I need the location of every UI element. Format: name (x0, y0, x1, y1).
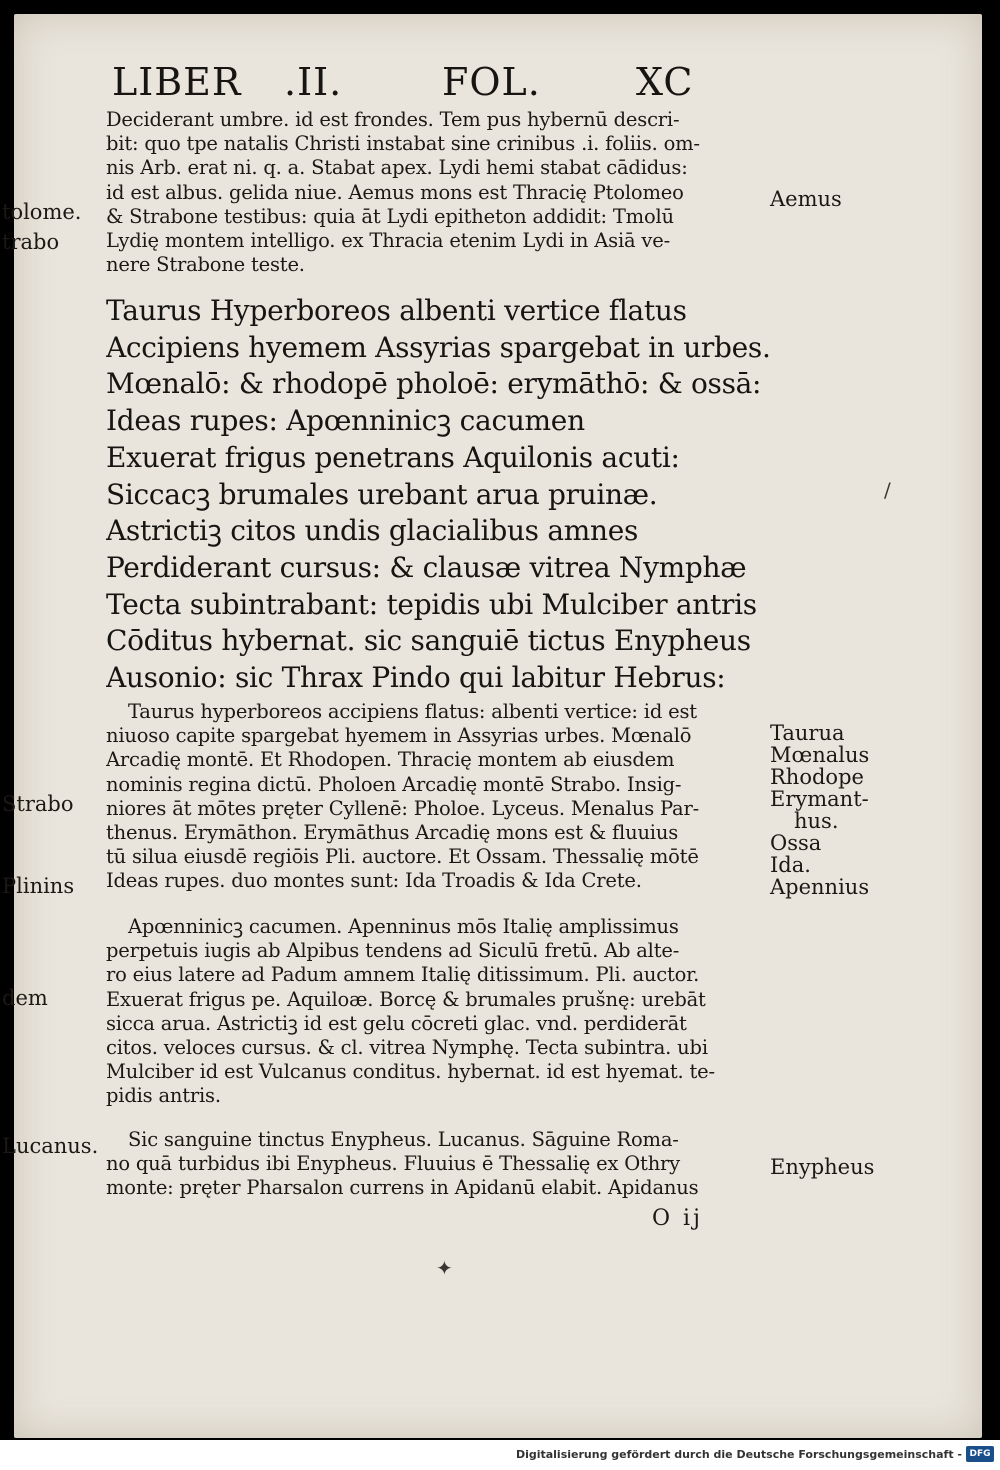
digitization-footer (0, 1440, 1000, 1470)
verse-line: Mœnalō: & rhodopē pholoē: erymāthō: & ossā: (106, 367, 762, 401)
commentary-line: Sic sanguine tinctus Enypheus. Lucanus. Sāguine Roma- (128, 1128, 679, 1151)
commentary-line: nere Strabone teste. (106, 253, 305, 277)
margin-note-item: Ossa (770, 831, 822, 855)
margin-note-item: Mœnalus (770, 743, 870, 767)
commentary-block-middle (106, 700, 766, 894)
margin-note-item: Taurua (770, 721, 845, 745)
margin-note-ptolomeo: tolome. (2, 200, 82, 224)
running-head-fol: FOL. (442, 60, 541, 104)
commentary-line: no quā turbidus ibi Enypheus. Fluuius ē Thessalię ex Othry (106, 1152, 680, 1176)
commentary-line: niuoso capite spargebat hyemem in Assyrias urbes. Mœnalō (106, 724, 692, 748)
verse-line: Perdiderant cursus: & clausæ vitrea Nymphæ (106, 550, 747, 584)
commentary-block-lower (106, 915, 766, 1109)
margin-note-idem: dem (2, 986, 48, 1010)
commentary-line: bit: quo tpe natalis Christi instabat sine crinibus .i. foliis. om- (106, 132, 700, 156)
commentary-line: Mulciber id est Vulcanus conditus. hybernat. id est hyemat. te- (106, 1060, 715, 1084)
margin-note-item: Erymant- (770, 787, 869, 811)
margin-note-plinius: Plinins (2, 874, 75, 898)
margin-note-item: Apennius (770, 875, 870, 899)
commentary-line: ro eius latere ad Padum amnem Italię ditissimum. Pli. auctor. (106, 963, 700, 987)
commentary-line: sicca arua. Astrictiꝫ id est gelu cōcreti glac. vnd. perdiderāt (106, 1011, 687, 1035)
margin-note-strabo: trabo (2, 230, 60, 254)
commentary-line: nominis regina dictū. Pholoen Arcadię montē Strabo. Insig- (106, 772, 682, 796)
commentary-line: citos. veloces cursus. & cl. vitrea Nymphę. Tecta subintra. ubi (106, 1036, 708, 1060)
commentary-line: thenus. Erymāthon. Erymāthus Arcadię mons est & fluuius (106, 821, 679, 845)
ink-speck: / (884, 478, 891, 502)
running-head-liber: LIBER (112, 60, 242, 104)
margin-note-item: Ida. (770, 853, 811, 877)
margin-note-list (770, 722, 890, 898)
running-head (112, 60, 712, 108)
commentary-line: Exuerat frigus pe. Aquiloæ. Borcę & brumales prušnę: urebāt (106, 987, 706, 1011)
running-head-folio-number: XC (636, 60, 694, 104)
margin-note-item: Rhodope (770, 765, 864, 789)
running-head-book-number: .II. (284, 60, 343, 104)
commentary-block-bottom (106, 1128, 766, 1201)
ink-speck: ✦ (436, 1256, 453, 1280)
commentary-line: perpetuis iugis ab Alpibus tendens ad Siculū fretū. Ab alte- (106, 939, 680, 963)
verse-line: Siccacꝫ brumales urebant arua pruinæ. (106, 477, 658, 511)
commentary-line: Lydię montem intelligo. ex Thracia etenim Lydi in Asiā ve- (106, 229, 670, 253)
margin-note-aemus: Aemus (770, 187, 842, 211)
dfg-logo-icon: DFG (966, 1446, 994, 1462)
footer-credit: Digitalisierung gefördert durch die Deutsche Forschungsgemeinschaft - (515, 1448, 962, 1461)
commentary-line: tū silua eiusdē regiōis Pli. auctore. Et Ossam. Thessalię mōtē (106, 845, 699, 869)
verse-line: Exuerat frigus penetrans Aquilonis acuti: (106, 440, 680, 474)
margin-note-strabo-2: Strabo (2, 792, 74, 816)
verse-line: Ausonio: sic Thrax Pindo qui labitur Hebrus: (106, 661, 726, 695)
margin-note-item: hus. (794, 809, 839, 833)
commentary-line: monte: pręter Pharsalon currens in Apidanū elabit. Apidanus (106, 1176, 699, 1200)
margin-note-lucanus: Lucanus. (2, 1134, 99, 1158)
verse-line: Tecta subintrabant: tepidis ubi Mulciber antris (106, 587, 757, 621)
verse-line: Ideas rupes: Apœnninicꝫ cacumen (106, 404, 585, 438)
commentary-line: Apœnninicꝫ cacumen. Apenninus mōs Italię amplissimus (128, 915, 679, 938)
commentary-line: Ideas rupes. duo montes sunt: Ida Troadis & Ida Crete. (106, 869, 642, 893)
verse-line: Taurus Hyperboreos albenti vertice flatus (106, 294, 687, 327)
commentary-line: pidis antris. (106, 1084, 221, 1108)
verse-line: Cōditus hybernat. sic sanguiē tictus Enypheus (106, 624, 751, 658)
verse-line: Astrictiꝫ citos undis glacialibus amnes (106, 514, 639, 548)
commentary-line: Arcadię montē. Et Rhodopen. Thracię montem ab eiusdem (106, 748, 675, 772)
commentary-line: niores āt mōtes pręter Cyllenē: Pholoe. Lyceus. Menalus Par- (106, 796, 699, 820)
commentary-line: & Strabone testibus: quia āt Lydi epitheton addidit: Tmolū (106, 204, 674, 228)
commentary-line: Taurus hyperboreos accipiens flatus: albenti vertice: id est (128, 700, 697, 723)
commentary-line: id est albus. gelida niue. Aemus mons est Thracię Ptolomeo (106, 180, 684, 204)
margin-note-enypheus: Enypheus (770, 1155, 875, 1179)
verse-block (106, 293, 786, 697)
commentary-line: Deciderant umbre. id est frondes. Tem pus hybernū descri- (106, 108, 680, 131)
commentary-block-top (106, 108, 766, 277)
verse-line: Accipiens hyemem Assyrias spargebat in urbes. (106, 330, 771, 364)
commentary-line: nis Arb. erat ni. q. a. Stabat apex. Lydi hemi stabat cādidus: (106, 156, 688, 180)
signature-mark: O ij (652, 1206, 703, 1231)
